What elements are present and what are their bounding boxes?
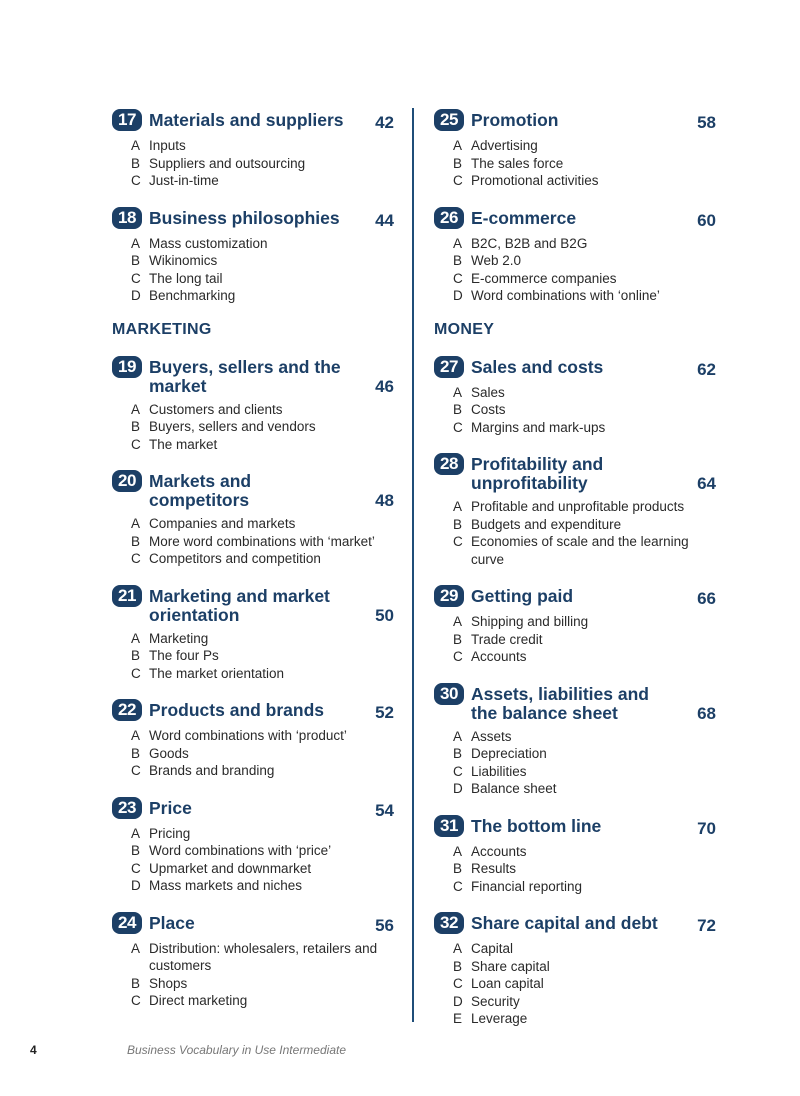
subtopic-item <box>131 940 394 975</box>
subtopic-item <box>453 287 716 305</box>
subtopic-letter: C <box>453 649 463 664</box>
unit-page-number: 46 <box>375 376 394 396</box>
subtopic-item <box>453 498 716 516</box>
subtopic-item <box>131 172 394 190</box>
subtopic-list <box>434 137 716 190</box>
subtopic-letter: E <box>453 1011 463 1026</box>
unit-title[interactable]: Marketing and market orientation <box>149 585 330 625</box>
subtopic-item <box>453 763 716 781</box>
subtopic-text: Word combinations with ‘product’ <box>149 728 347 743</box>
unit-header[interactable] <box>434 355 716 379</box>
unit-header[interactable] <box>434 452 716 493</box>
subtopic-text: Web 2.0 <box>471 253 522 268</box>
subtopic-item <box>453 745 716 763</box>
unit-page-number: 64 <box>697 474 716 493</box>
unit-page-number: 66 <box>697 589 716 608</box>
unit-number-badge: 27 <box>434 356 464 378</box>
subtopic-item <box>453 401 716 419</box>
subtopic-item <box>131 727 394 745</box>
subtopic-letter: C <box>131 270 141 286</box>
subtopic-list <box>434 235 716 305</box>
unit-page-number: 60 <box>697 210 716 230</box>
subtopic-text: Distribution: wholesalers, retailers and customers <box>149 940 378 973</box>
subtopic-list <box>112 235 394 305</box>
unit-number-badge: 17 <box>112 109 142 131</box>
subtopic-letter: A <box>131 516 141 531</box>
subtopic-text: Direct marketing <box>149 993 248 1008</box>
subtopic-text: Upmarket and downmarket <box>149 860 312 876</box>
unit-number-badge: 20 <box>112 470 142 492</box>
subtopic-letter: B <box>131 745 141 761</box>
subtopic-letter: A <box>453 614 463 629</box>
subtopic-text: The four Ps <box>149 648 219 663</box>
subtopic-text: The market orientation <box>149 665 285 681</box>
subtopic-letter: B <box>453 746 463 761</box>
unit-entry[interactable] <box>434 682 716 798</box>
subtopic-list <box>112 401 394 454</box>
unit-number-badge: 23 <box>112 797 142 819</box>
unit-page-number: 54 <box>375 800 394 820</box>
subtopic-list <box>112 515 394 568</box>
subtopic-text: Liabilities <box>471 763 527 779</box>
footer-page-number: 4 <box>30 1043 37 1057</box>
subtopic-text: Brands and branding <box>149 763 275 778</box>
subtopic-text: Assets <box>471 728 512 744</box>
subtopic-text: Leverage <box>471 1011 528 1026</box>
subtopic-item <box>131 975 394 993</box>
unit-header[interactable] <box>112 355 394 396</box>
unit-entry[interactable] <box>112 108 394 190</box>
unit-page-number: 44 <box>375 210 394 230</box>
unit-header[interactable] <box>112 796 394 820</box>
subtopic-text: Benchmarking <box>149 288 236 303</box>
unit-title[interactable]: Sales and costs <box>471 356 604 377</box>
subtopic-list <box>434 384 716 437</box>
unit-header[interactable] <box>112 108 394 132</box>
footer-book-title: Business Vocabulary in Use Intermediate <box>127 1043 346 1057</box>
unit-page-number: 42 <box>375 113 394 132</box>
subtopic-letter: A <box>131 138 141 153</box>
unit-entry[interactable] <box>112 206 394 305</box>
subtopic-text: B2C, B2B and B2G <box>471 235 588 251</box>
unit-page-number: 48 <box>375 491 394 510</box>
subtopic-item <box>453 384 716 402</box>
unit-entry[interactable] <box>112 584 394 683</box>
unit-title[interactable]: The bottom line <box>471 815 602 836</box>
subtopic-text: Inputs <box>149 138 186 153</box>
subtopic-item <box>453 780 716 798</box>
subtopic-text: Profitable and unprofitable products <box>471 499 685 514</box>
unit-header[interactable] <box>434 206 716 230</box>
unit-title[interactable]: Share capital and debt <box>471 913 658 933</box>
contents-column-right <box>434 108 716 1044</box>
subtopic-text: Financial reporting <box>471 878 583 894</box>
subtopic-letter: C <box>131 860 141 876</box>
subtopic-text: Mass customization <box>149 235 268 251</box>
subtopic-letter: C <box>131 665 141 681</box>
subtopic-letter: B <box>453 155 463 171</box>
subtopic-item <box>131 992 394 1010</box>
subtopic-text: Advertising <box>471 138 538 153</box>
unit-header[interactable] <box>112 469 394 510</box>
subtopic-item <box>453 613 716 631</box>
subtopic-item <box>453 958 716 976</box>
subtopic-letter: B <box>453 516 463 532</box>
subtopic-letter: A <box>453 843 463 859</box>
unit-header[interactable] <box>112 911 394 935</box>
subtopic-letter: C <box>131 551 141 566</box>
subtopic-text: E-commerce companies <box>471 270 617 286</box>
subtopic-item <box>131 647 394 665</box>
subtopic-text: The long tail <box>149 270 223 286</box>
subtopic-letter: A <box>453 728 463 744</box>
subtopic-item <box>131 860 394 878</box>
subtopic-letter: A <box>131 825 141 841</box>
subtopic-item <box>131 665 394 683</box>
unit-header[interactable] <box>434 584 716 608</box>
unit-number-badge: 21 <box>112 585 142 607</box>
subtopic-item <box>453 728 716 746</box>
subtopic-item <box>131 745 394 763</box>
subtopic-letter: C <box>453 878 463 894</box>
subtopic-item <box>453 940 716 958</box>
subtopic-text: Economies of scale and the learning curve <box>471 534 689 567</box>
subtopic-item <box>131 418 394 436</box>
subtopic-item <box>453 172 716 190</box>
subtopic-letter: D <box>453 781 463 796</box>
unit-number-badge: 19 <box>112 356 142 378</box>
subtopic-letter: B <box>453 958 463 974</box>
contents-column-left <box>112 108 394 1026</box>
subtopic-text: Margins and mark-ups <box>471 419 606 435</box>
unit-header[interactable] <box>434 682 716 723</box>
subtopic-text: Marketing <box>149 630 209 646</box>
subtopic-letter: B <box>453 253 463 268</box>
subtopic-letter: C <box>453 763 463 779</box>
subtopic-letter: B <box>453 402 463 417</box>
subtopic-item <box>453 1010 716 1028</box>
unit-title[interactable]: Place <box>149 912 195 933</box>
subtopic-list <box>112 940 394 1010</box>
unit-title[interactable]: Promotion <box>471 110 559 130</box>
subtopic-text: Sales <box>471 384 505 400</box>
subtopic-text: Buyers, sellers and vendors <box>149 419 316 434</box>
subtopic-letter: A <box>453 941 463 956</box>
unit-entry[interactable] <box>434 108 716 190</box>
subtopic-text: Pricing <box>149 825 191 841</box>
unit-page-number: 68 <box>697 703 716 723</box>
unit-entry[interactable] <box>434 584 716 666</box>
subtopic-item <box>131 825 394 843</box>
subtopic-letter: C <box>131 993 141 1008</box>
section-heading: MONEY <box>434 320 495 338</box>
unit-number-badge: 24 <box>112 912 142 934</box>
subtopic-letter: C <box>131 173 141 188</box>
subtopic-text: Just-in-time <box>149 173 219 188</box>
unit-entry[interactable] <box>434 911 716 1028</box>
unit-page-number: 62 <box>697 359 716 379</box>
subtopic-item <box>453 235 716 253</box>
unit-header[interactable] <box>112 698 394 722</box>
subtopic-list <box>112 630 394 683</box>
subtopic-letter: C <box>453 534 463 549</box>
subtopic-text: The sales force <box>471 155 564 171</box>
unit-entry[interactable] <box>434 355 716 437</box>
subtopic-list <box>112 727 394 780</box>
subtopic-text: Shipping and billing <box>471 614 589 629</box>
subtopic-letter: A <box>453 235 463 251</box>
subtopic-text: Accounts <box>471 649 527 664</box>
unit-number-badge: 30 <box>434 683 464 705</box>
subtopic-item <box>453 993 716 1011</box>
subtopic-item <box>453 516 716 534</box>
subtopic-letter: B <box>131 419 141 434</box>
section-heading: MARKETING <box>112 320 212 338</box>
subtopic-item <box>453 975 716 993</box>
subtopic-item <box>131 287 394 305</box>
subtopic-letter: C <box>453 270 463 286</box>
unit-number-badge: 31 <box>434 815 464 837</box>
subtopic-text: Costs <box>471 402 506 417</box>
subtopic-text: Security <box>471 993 520 1009</box>
subtopic-letter: C <box>131 436 141 452</box>
unit-number-badge: 25 <box>434 109 464 131</box>
unit-title[interactable]: Buyers, sellers and the market <box>149 356 341 396</box>
subtopic-text: Suppliers and outsourcing <box>149 155 306 171</box>
subtopic-item <box>131 401 394 419</box>
subtopic-letter: A <box>131 728 141 743</box>
unit-number-badge: 29 <box>434 585 464 607</box>
subtopic-text: Trade credit <box>471 631 543 647</box>
subtopic-text: Promotional activities <box>471 173 599 188</box>
subtopic-list <box>434 613 716 666</box>
subtopic-item <box>453 631 716 649</box>
subtopic-text: Shops <box>149 975 188 991</box>
subtopic-text: The market <box>149 436 218 452</box>
unit-entry[interactable] <box>434 452 716 568</box>
unit-header[interactable] <box>434 911 716 935</box>
subtopic-list <box>434 843 716 896</box>
subtopic-letter: B <box>453 861 463 876</box>
subtopic-text: Share capital <box>471 958 550 974</box>
subtopic-text: Word combinations with ‘price’ <box>149 843 332 858</box>
subtopic-letter: B <box>131 975 141 991</box>
unit-entry[interactable] <box>112 796 394 895</box>
subtopic-letter: D <box>453 993 463 1009</box>
subtopic-letter: A <box>453 138 463 153</box>
subtopic-letter: A <box>131 401 141 417</box>
subtopic-item <box>131 137 394 155</box>
subtopic-letter: B <box>131 155 141 171</box>
subtopic-item <box>131 877 394 895</box>
subtopic-letter: A <box>131 940 141 956</box>
subtopic-list <box>434 940 716 1028</box>
subtopic-letter: B <box>131 648 141 663</box>
subtopic-letter: A <box>453 384 463 400</box>
subtopic-text: Depreciation <box>471 746 547 761</box>
subtopic-item <box>453 137 716 155</box>
unit-number-badge: 22 <box>112 699 142 721</box>
subtopic-text: Mass markets and niches <box>149 878 303 893</box>
subtopic-item <box>131 842 394 860</box>
unit-entry[interactable] <box>112 355 394 454</box>
subtopic-list <box>434 728 716 798</box>
subtopic-item <box>131 252 394 270</box>
unit-number-badge: 28 <box>434 453 464 475</box>
unit-title[interactable]: E-commerce <box>471 207 577 228</box>
unit-entry[interactable] <box>434 814 716 896</box>
subtopic-letter: B <box>131 843 141 858</box>
unit-header[interactable] <box>112 584 394 625</box>
subtopic-item <box>131 550 394 568</box>
subtopic-text: Balance sheet <box>471 781 557 796</box>
unit-entry[interactable] <box>112 698 394 780</box>
subtopic-item <box>453 648 716 666</box>
unit-title[interactable]: Price <box>149 797 192 818</box>
unit-title[interactable]: Products and brands <box>149 700 325 720</box>
subtopic-item <box>131 630 394 648</box>
subtopic-text: Budgets and expenditure <box>471 516 622 532</box>
unit-page-number: 50 <box>375 605 394 625</box>
subtopic-text: Results <box>471 861 517 876</box>
subtopic-item <box>453 155 716 173</box>
subtopic-item <box>453 843 716 861</box>
unit-entry[interactable] <box>434 206 716 305</box>
subtopic-item <box>453 419 716 437</box>
subtopic-text: Loan capital <box>471 976 544 991</box>
unit-entry[interactable] <box>112 469 394 568</box>
unit-page-number: 52 <box>375 703 394 722</box>
subtopic-letter: A <box>131 630 141 646</box>
subtopic-text: Accounts <box>471 843 527 859</box>
subtopic-item <box>131 436 394 454</box>
subtopic-item <box>131 515 394 533</box>
unit-title[interactable]: Materials and suppliers <box>149 110 344 130</box>
subtopic-list <box>434 498 716 568</box>
subtopic-text: Word combinations with ‘online’ <box>471 288 660 303</box>
subtopic-item <box>131 533 394 551</box>
subtopic-letter: B <box>131 533 141 549</box>
subtopic-letter: B <box>453 631 463 647</box>
subtopic-item <box>453 270 716 288</box>
subtopic-item <box>453 252 716 270</box>
unit-title[interactable]: Profitability and unprofitability <box>471 454 604 493</box>
subtopic-letter: D <box>131 288 141 303</box>
subtopic-letter: C <box>453 976 463 991</box>
unit-title[interactable]: Business philosophies <box>149 207 340 228</box>
unit-entry[interactable] <box>112 911 394 1010</box>
unit-page-number: 72 <box>697 916 716 935</box>
subtopic-letter: C <box>131 763 141 778</box>
subtopic-list <box>112 137 394 190</box>
subtopic-item <box>131 270 394 288</box>
subtopic-item <box>453 533 716 568</box>
unit-header[interactable] <box>434 814 716 838</box>
unit-page-number: 70 <box>697 818 716 838</box>
subtopic-text: Customers and clients <box>149 401 283 417</box>
unit-page-number: 56 <box>375 915 394 935</box>
subtopic-letter: D <box>453 288 463 303</box>
subtopic-item <box>453 860 716 878</box>
unit-header[interactable] <box>112 206 394 230</box>
subtopic-item <box>131 155 394 173</box>
subtopic-letter: A <box>453 499 463 514</box>
subtopic-item <box>131 762 394 780</box>
subtopic-text: More word combinations with ‘market’ <box>149 533 375 549</box>
unit-title[interactable]: Markets and competitors <box>149 471 252 510</box>
subtopic-text: Companies and markets <box>149 516 296 531</box>
subtopic-letter: D <box>131 878 141 893</box>
unit-number-badge: 18 <box>112 207 142 229</box>
unit-number-badge: 32 <box>434 912 464 934</box>
unit-page-number: 58 <box>697 113 716 132</box>
subtopic-text: Goods <box>149 745 189 761</box>
unit-title[interactable]: Getting paid <box>471 586 574 606</box>
subtopic-letter: C <box>453 419 463 435</box>
subtopic-list <box>112 825 394 895</box>
subtopic-letter: B <box>131 253 141 268</box>
unit-header[interactable] <box>434 108 716 132</box>
unit-title[interactable]: Assets, liabilities and the balance sheet <box>471 683 649 723</box>
subtopic-letter: C <box>453 173 463 188</box>
subtopic-text: Capital <box>471 941 514 956</box>
column-divider <box>412 108 414 1022</box>
unit-number-badge: 26 <box>434 207 464 229</box>
subtopic-item <box>453 878 716 896</box>
subtopic-letter: A <box>131 235 141 251</box>
subtopic-text: Competitors and competition <box>149 551 321 566</box>
subtopic-text: Wikinomics <box>149 253 218 268</box>
subtopic-item <box>131 235 394 253</box>
